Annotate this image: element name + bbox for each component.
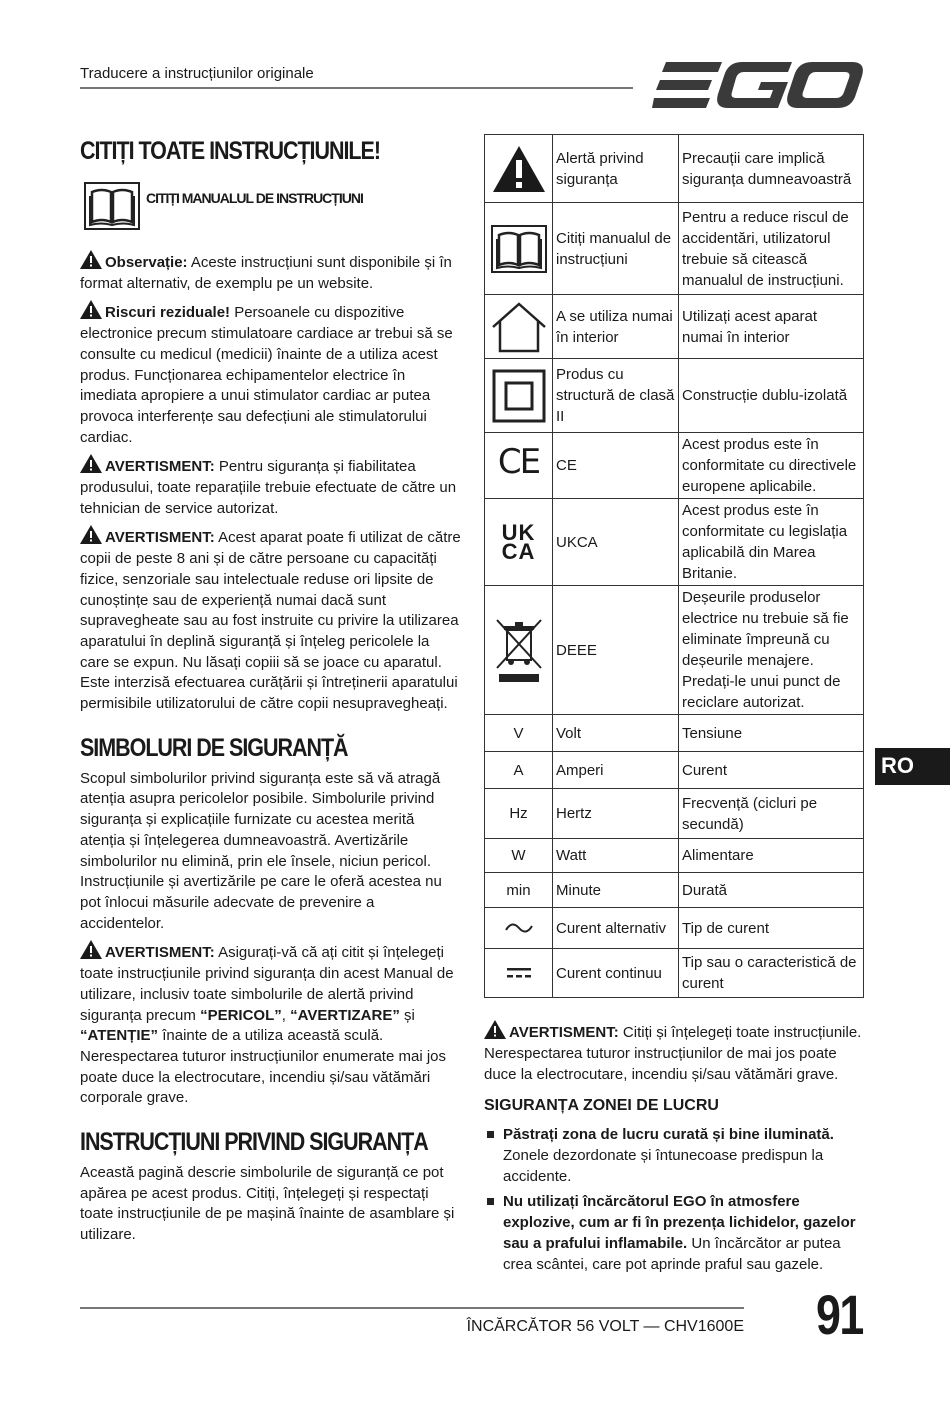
- warning-triangle-icon: [491, 144, 547, 194]
- table-row: [485, 873, 864, 908]
- ego-logo: [652, 62, 864, 112]
- warning-triangle-icon: [80, 454, 102, 473]
- footer-text: ÎNCĂRCĂTOR 56 VOLT — CHV1600E: [466, 1318, 744, 1335]
- table-row: [485, 752, 864, 789]
- manual-book-icon: [491, 225, 547, 273]
- ukca-mark-icon: [487, 520, 550, 564]
- right-text: [484, 1020, 864, 1275]
- list-item: Păstrați zona de lucru curată și bine iluminată. Zonele dezordonate și întunecoase predispun la accidente.: [484, 1124, 864, 1187]
- observation-paragraph: Observație: Aceste instrucțiuni sunt disponibile și în format alternativ, de exemplu pe un website.: [80, 250, 462, 294]
- unit-symbol: min: [485, 873, 553, 908]
- table-row: [485, 908, 864, 949]
- symbol-name: Volt: [553, 715, 679, 752]
- table-row: [485, 949, 864, 998]
- symbol-desc: Acest produs este în conformitate cu legislația aplicabilă din Marea Britanie.: [679, 499, 864, 586]
- symbol-desc: Utilizați acest aparat numai în interior: [679, 295, 864, 359]
- work-area-list: [484, 1124, 864, 1275]
- safety-symbols-title: SIMBOLURI DE SIGURANȚĂ: [80, 733, 348, 762]
- symbol-desc: Frecvență (cicluri pe secundă): [679, 789, 864, 839]
- house-icon: [490, 301, 548, 353]
- header-text: Traducere a instrucțiunilor originale: [80, 65, 314, 82]
- symbol-name: Minute: [553, 873, 679, 908]
- table-row: [485, 433, 864, 499]
- ce-mark-icon: CE: [497, 442, 540, 482]
- symbol-desc: Curent: [679, 752, 864, 789]
- symbol-cell: [485, 908, 553, 949]
- symbol-name: Alertă privind siguranța: [553, 135, 679, 203]
- page-number: 91: [816, 1283, 863, 1346]
- list-item: Nu utilizați încărcătorul EGO în atmosfere explozive, cum ar fi în prezența lichidelor, gazelor sau a prafului inflamabile. Un încărcător ar putea crea scântei, care pot aprinde praful sau gazele.: [484, 1191, 864, 1275]
- safety-instructions-paragraph: Această pagină descrie simbolurile de siguranță ce pot apărea pe acest produs. Citiți, înțelegeți și respectați toate instrucțiunile de pe mașină înainte de asamblare și utilizare.: [80, 1164, 455, 1244]
- symbol-desc: Pentru a reduce riscul de accidentări, utilizatorul trebuie să citească manualul de instrucțiuni.: [679, 203, 864, 295]
- symbol-name: Curent continuu: [553, 949, 679, 998]
- manual-book-icon: [84, 182, 140, 230]
- symbol-name: Amperi: [553, 752, 679, 789]
- symbol-name: CE: [553, 433, 679, 499]
- footer-rule: [80, 1307, 744, 1309]
- symbol-name: UKCA: [553, 499, 679, 586]
- symbol-name: Hertz: [553, 789, 679, 839]
- unit-symbol: Hz: [485, 789, 553, 839]
- symbol-name: Watt: [553, 839, 679, 873]
- header-rule: [80, 87, 633, 89]
- warning-repair-paragraph: AVERTISMENT: Pentru siguranța și fiabilitatea produsului, toate reparațiile trebuie efectuate de către un tehnician de service autorizat.: [80, 454, 462, 519]
- table-row: [485, 586, 864, 715]
- symbol-cell: [485, 135, 553, 203]
- symbol-desc: Precauții care implică siguranța dumneavoastră: [679, 135, 864, 203]
- symbol-desc: Tip de curent: [679, 908, 864, 949]
- symbol-cell: [485, 499, 553, 586]
- ukca-top: UK: [501, 520, 536, 545]
- dc-current-icon: [506, 966, 532, 980]
- table-row: [485, 839, 864, 873]
- symbol-desc: Tip sau o caracteristică de curent: [679, 949, 864, 998]
- manual-label: CITIȚI MANUALUL DE INSTRUCȚIUNI: [146, 190, 363, 206]
- unit-symbol: W: [485, 839, 553, 873]
- warning-children-paragraph: AVERTISMENT: Acest aparat poate fi utilizat de către copii de peste 8 ani și de către persoane cu capacități fizice, senzoriale sau intelectuale reduse ori lipsite de cunoștințe sau de experiență numai dacă sunt supravegheate sau au fost instruite cu privire la utilizarea aparatului în deplină siguranță și înțeleg pericolele la care se expun. Nu lăsați copiii să se joace cu aparatul. Este interzisă efectuarea curățării și întreținerii aparatului permisibile utilizatorului de către copii nesupravegheați.: [80, 525, 462, 714]
- double-square-icon: [491, 368, 547, 424]
- table-row: [485, 789, 864, 839]
- unit-symbol: A: [485, 752, 553, 789]
- symbol-desc: Construcție dublu-izolată: [679, 359, 864, 433]
- table-row: [485, 499, 864, 586]
- table-row: [485, 359, 864, 433]
- warning-triangle-icon: [80, 525, 102, 544]
- warning-triangle-icon: [80, 250, 102, 269]
- symbol-cell: [485, 586, 553, 715]
- work-area-title: SIGURANȚA ZONEI DE LUCRU: [484, 1097, 719, 1114]
- residual-risks-paragraph: Riscuri reziduale! Persoanele cu dispozitive electronice precum stimulatoare cardiace ar trebui să se consulte cu medicul (medicii) înainte de a utiliza acest produs. Funcționarea echipamentelor electrice în imediata apropiere a unui stimulator cardiac ar putea provoca interferențe sau defecțiuni ale stimulatorului cardiac.: [80, 300, 462, 448]
- symbol-name: Curent alternativ: [553, 908, 679, 949]
- table-row: [485, 203, 864, 295]
- safety-instructions-title: INSTRUCȚIUNI PRIVIND SIGURANȚA: [80, 1128, 428, 1157]
- right-column: [484, 134, 864, 1279]
- symbol-name: Produs cu structură de clasă II: [553, 359, 679, 433]
- language-tab: RO: [875, 748, 950, 785]
- ac-wave-icon: [504, 920, 534, 936]
- warning-triangle-icon: [80, 940, 102, 959]
- safety-symbols-paragraph: Scopul simbolurilor privind siguranța este să vă atragă atenția asupra pericolelor posibile. Simbolurile privind siguranța și explicațiile furnizate cu acestea merită atenția și înțelegerea dumneavoastră. Avertizările simbolurilor nu elimină, prin ele însele, niciun pericol. Instrucțiunile și avertizările pe care le oferă acestea nu pot înlocui măsurile adecvate de prevenire a accidentelor.: [80, 769, 442, 932]
- symbol-name: A se utiliza numai în interior: [553, 295, 679, 359]
- symbol-name: DEEE: [553, 586, 679, 715]
- table-row: [485, 295, 864, 359]
- warning-triangle-icon: [80, 300, 102, 319]
- ukca-bottom: CA: [501, 539, 536, 564]
- read-all-title: CITIȚI TOATE INSTRUCȚIUNILE!: [80, 137, 380, 165]
- symbol-desc: Acest produs este în conformitate cu directivele europene aplicabile.: [679, 433, 864, 499]
- symbol-desc: Tensiune: [679, 715, 864, 752]
- manual-notice: [84, 182, 462, 234]
- unit-symbol: V: [485, 715, 553, 752]
- symbol-desc: Deșeurile produselor electrice nu trebuie să fie eliminate împreună cu deșeurile menajere. Predați-le unui punct de reciclare autorizat.: [679, 586, 864, 715]
- symbols-table: [484, 134, 864, 998]
- crossed-bin-icon: [493, 614, 545, 686]
- warning-triangle-icon: [484, 1020, 506, 1039]
- table-row: [485, 715, 864, 752]
- symbol-cell: [485, 433, 553, 499]
- table-row: [485, 135, 864, 203]
- symbol-cell: [485, 359, 553, 433]
- symbol-desc: Alimentare: [679, 839, 864, 873]
- symbol-cell: [485, 203, 553, 295]
- warning-read-paragraph: AVERTISMENT: Asigurați-vă că ați citit și înțelegeți toate instrucțiunile privind siguranța din acest Manual de utilizare, inclusiv toate simbolurile de alertă privind siguranța precum “PERICOL”, “AVERTIZARE” și “ATENȚIE” înainte de a utiliza această sculă. Nerespectarea tuturor instrucțiunilor enumerate mai jos poate duce la electrocutare, incendiu și/sau vătămări corporale grave.: [80, 940, 462, 1109]
- left-column: [80, 136, 462, 1252]
- symbol-desc: Durată: [679, 873, 864, 908]
- warning-right-paragraph: AVERTISMENT: Citiți și înțelegeți toate instrucțiunile. Nerespectarea tuturor instrucțiunilor de mai jos poate duce la electrocutare, incendiu și/sau vătămări grave.: [484, 1020, 864, 1085]
- symbol-cell: [485, 949, 553, 998]
- symbol-name: Citiți manualul de instrucțiuni: [553, 203, 679, 295]
- symbol-cell: [485, 295, 553, 359]
